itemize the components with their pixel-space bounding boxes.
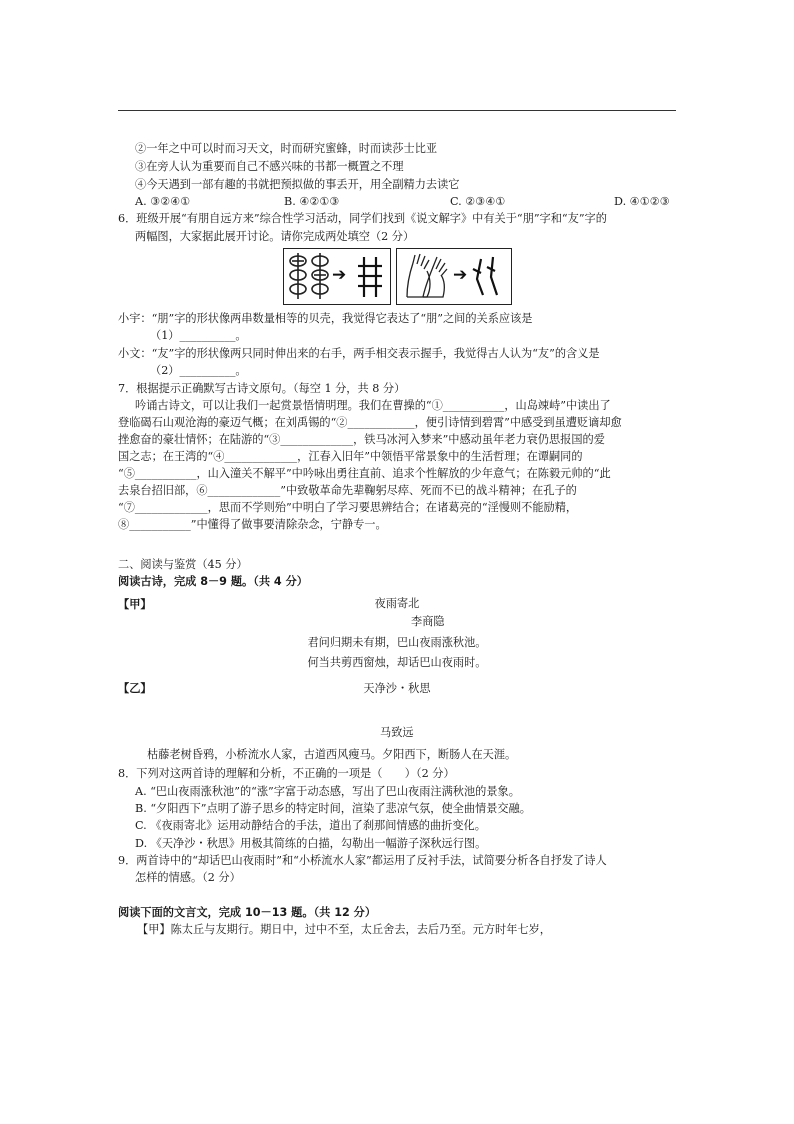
poem-b-line-1: 枯藤老树昏鸦，小桥流水人家，古道西风瘦马。夕阳西下，断肠人在天涯。: [147, 748, 517, 761]
xiaowen-answer-blank: （2）__________。: [150, 364, 247, 377]
classical-tag: 【甲】: [137, 923, 171, 936]
q8-option-d: D. 《天净沙・秋思》用极其简练的白描，勾勒出一幅游子深秋远行图。: [135, 837, 487, 850]
xiaoyu-answer-blank: （1）__________。: [150, 329, 247, 342]
q5-option-b: B. ④②①③: [284, 195, 340, 208]
classical-line-1: 陈太丘与友期行。期日中，过中不至，太丘舍去，去后乃至。元方时年七岁，: [170, 923, 551, 936]
q8-title: 8．下列对这两首诗的理解和分析，不正确的一项是（ ）（2 分）: [118, 767, 455, 780]
poem-a-line-2: 何当共剪西窗烛，却话巴山夜雨时。: [307, 656, 487, 669]
q5-option-c: C. ②③④①: [450, 195, 506, 208]
q5-option-a: A. ③②④①: [135, 195, 191, 208]
arrow-right-icon: ➔: [332, 265, 347, 285]
xiaoyu-text-line1: 小宇：“朋”字的形状像两串数量相等的贝壳，我觉得它表达了“朋”之间的关系应该是: [118, 312, 533, 325]
q7-line-3: 挫愈奋的豪壮情怀；在陆游的“③_____________，铁马冰河入梦来”中感动虽年老力衰仍思报国的爱: [118, 433, 605, 446]
q8-option-a: A. “巴山夜雨涨秋池”的“涨”字富于动态感，写出了巴山夜雨注满秋池的景象。: [135, 785, 520, 798]
q6-title-line1: 6．班级开展“有朋自远方来”综合性学习活动，同学们找到《说文解字》中有关于“朋”字和“友”字的: [118, 212, 607, 225]
poem-b-tag: 【乙】: [118, 682, 152, 695]
q7-line-7: “⑦_____________，思而不学则殆”中明白了学习要思辨结合；在诸葛亮的“淫慢则不能励精，: [118, 501, 578, 514]
q5-item-2: ②一年之中可以时而习天文，时而研究蜜蜂，时而读莎士比亚: [135, 142, 438, 155]
q9-line-1: 9．两首诗中的“却话巴山夜雨时”和“小桥流水人家”都运用了反衬手法，试简要分析各自抒发了诗人: [118, 854, 607, 867]
section-2-heading: 二、阅读与鉴赏（45 分）: [118, 558, 248, 571]
q7-line-8: ⑧___________”中懂得了做事要清除杂念，宁静专一。: [118, 518, 387, 531]
header-rule: [118, 110, 676, 111]
q7-line-2: 登临碣石山观沧海的豪迈气概；在刘禹锡的“②____________，便引诗情到碧霄”中感受到虽遭贬谪却愈: [118, 416, 622, 429]
q5-item-4: ④今天遇到一部有趣的书就把预拟做的事丢开，用全副精力去读它: [135, 178, 460, 191]
poem-a-tag: 【甲】: [118, 598, 152, 611]
q6-title-line2: 两幅图，大家据此展开讨论。请你完成两处填空（2 分）: [135, 230, 415, 243]
classical-reading-intro: 阅读下面的文言文，完成 10－13 题。（共 12 分）: [118, 906, 377, 919]
q8-option-b: B. “夕阳西下”点明了游子思乡的特定时间，渲染了悲凉气氛，使全曲情景交融。: [135, 802, 531, 815]
q9-line-2: 怎样的情感。（2 分）: [135, 871, 241, 884]
xiaowen-text-line1: 小文：“友”字的形状像两只同时伸出来的右手，两手相交表示握手，我觉得古人认为“友”的含义是: [118, 347, 600, 360]
arrow-right-icon: ➔: [453, 265, 468, 285]
q5-option-d: D. ④①②③: [614, 195, 670, 208]
q7-title: 7．根据提示正确默写古诗文原句。（每空 1 分，共 8 分）: [118, 382, 406, 395]
poem-b-title: 天净沙・秋思: [363, 682, 431, 695]
peng-character-figure: [283, 248, 391, 305]
poem-b-author: 马致远: [380, 726, 414, 739]
q7-line-4: 国之志；在王湾的“④_____________，江春入旧年”中领悟平常景象中的生活哲理；在谭嗣同的: [118, 450, 583, 463]
q8-option-c: C. 《夜雨寄北》运用动静结合的手法，道出了刹那间情感的曲折变化。: [135, 819, 486, 832]
poem-reading-intro: 阅读古诗，完成 8－9 题。（共 4 分）: [118, 575, 308, 588]
poem-a-title: 夜雨寄北: [374, 597, 420, 610]
q7-line-1: 吟诵古诗文，可以让我们一起赏景悟情明理。我们在曹操的“①___________，山岛竦峙”中读出了: [135, 399, 611, 412]
poem-a-line-1: 君问归期未有期，巴山夜雨涨秋池。: [307, 636, 487, 649]
poem-a-author: 李商隐: [411, 615, 445, 628]
q7-line-5: “⑤___________，山入潼关不解平”中吟咏出勇往直前、追求个性解放的少年意气；在陈毅元帅的“此: [118, 467, 611, 480]
classical-passage: [137, 921, 551, 938]
you-character-figure: [396, 248, 512, 305]
q7-line-6: 去泉台招旧部，⑥_____________”中致敬革命先辈鞠躬尽瘁、死而不已的战斗精神；在孔子的: [118, 484, 577, 497]
q5-item-3: ③在旁人认为重要而自己不感兴味的书都一概置之不理: [135, 160, 404, 173]
